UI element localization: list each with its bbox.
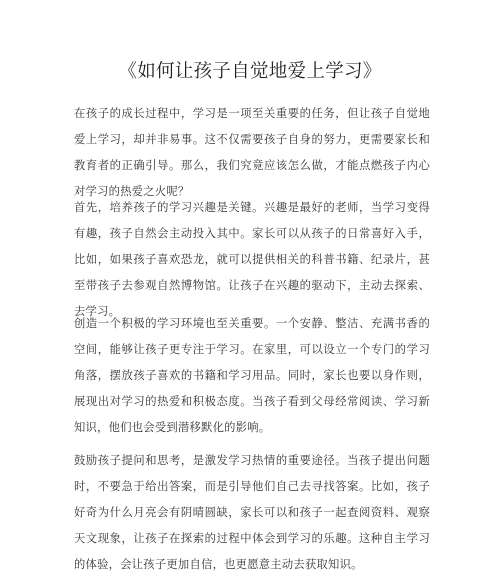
document-title: 《如何让孩子自觉地爱上学习》 (118, 61, 382, 82)
paragraph-environment: 创造一个积极的学习环境也至关重要。一个安静、整洁、充满书香的空间，能够让孩子更专注于学习。在家里，可以设立一个专门的学习角落，摆放孩子喜欢的书籍和学习用品。同时，家长也要以身作则，展现出对学习的热爱和积极态度。当孩子看到父母经常阅读、学习新知识，他们也会受到潜移默化的影响。 (74, 317, 430, 434)
paragraph-intro: 在孩子的成长过程中，学习是一项至关重要的任务，但让孩子自觉地爱上学习，却并非易事。这不仅需要孩子自身的努力，更需要家长和教育者的正确引导。那么，我们究竟应该怎么做，才能点燃孩子内心对学习的热爱之火呢？ (74, 107, 430, 198)
paragraph-questions: 鼓励孩子提问和思考，是激发学习热情的重要途径。当孩子提出问题时，不要急于给出答案，而是引导他们自己去寻找答案。比如，孩子好奇为什么月亮会有阴晴圆缺，家长可以和孩子一起查阅资料、观察天文现象，让孩子在探索的过程中体会到学习的乐趣。这种自主学习的体验，会让孩子更加自信，也更愿意主动去获取知识。 (74, 454, 430, 571)
paragraph-interest: 首先，培养孩子的学习兴趣是关键。兴趣是最好的老师，当学习变得有趣，孩子自然会主动投入其中。家长可以从孩子的日常喜好入手，比如，如果孩子喜欢恐龙，就可以提供相关的科普书籍、纪录片，甚至带孩子去参观自然博物馆。让孩子在兴趣的驱动下，主动去探索、去学习。 (74, 201, 430, 318)
